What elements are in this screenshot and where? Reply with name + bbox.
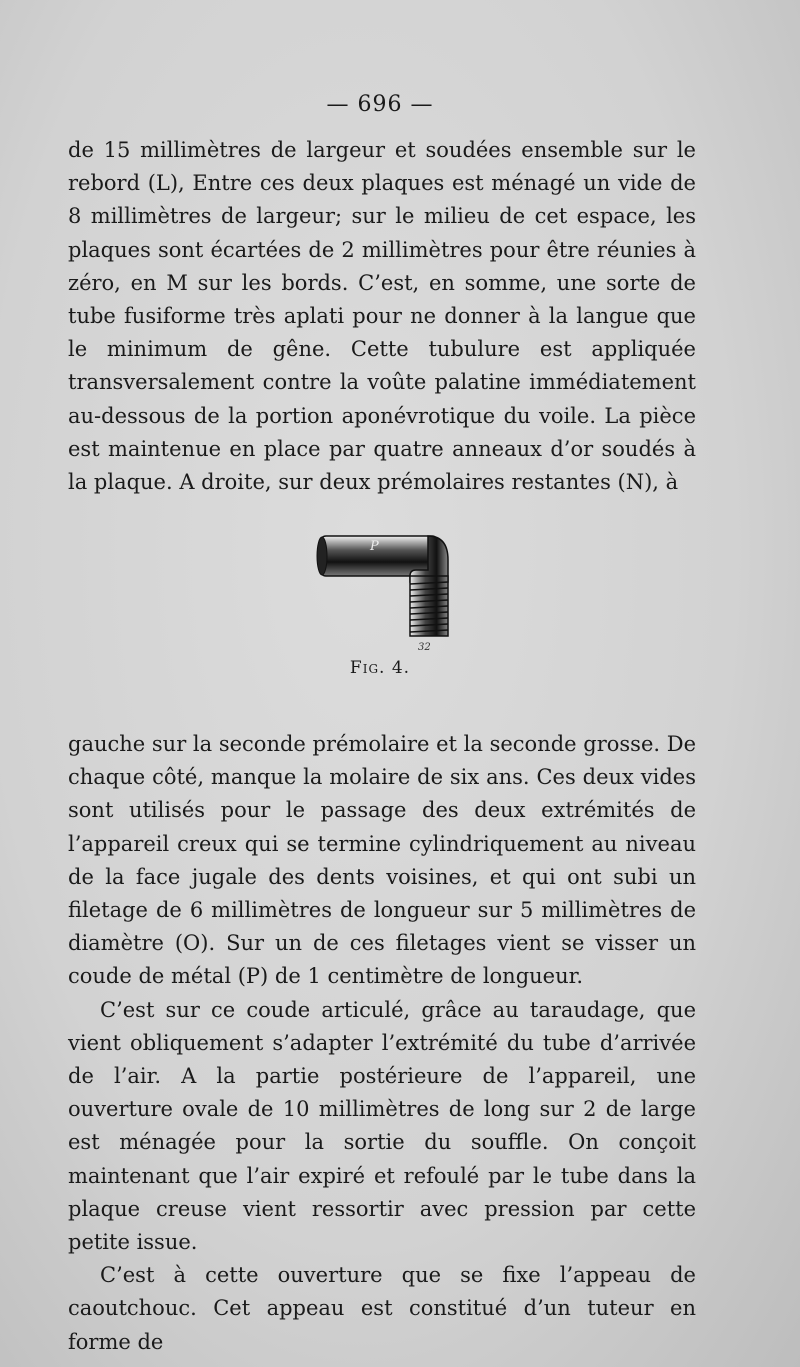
figure-caption-text: Fig. 4. (349, 658, 411, 678)
page-number: — 696 — (326, 92, 434, 117)
paragraph: C’est sur ce coude articulé, grâce au taraudage, que vient obliquement s’adapter l’extrémité du tube d’arrivée de l’air. A la partie postérieure de l’appareil, une ouverture ovale de 10 millimètres de long sur 2 de large est ménagée pour la sortie du souffle. On conçoit maintenant que l’air expiré et refoulé par le tube dans la plaque creuse vient ressortir avec pression par cette petite issue. (68, 997, 696, 1255)
figure-elbow-tube (300, 520, 500, 710)
paragraph: de 15 millimètres de largeur et soudées ensemble sur le rebord (L), Entre ces deux plaques est ménagé un vide de 8 millimètres de largeur; sur le milieu de cet espace, les plaques sont écartées de 2 millimètres pour être réunies à zéro, en M sur les bords. C’est, en somme, une sorte de tube fusiforme très aplati pour ne donner à la langue que le minimum de gêne. Cette tubulure est appliquée transversalement contre la voûte palatine immédiatement au-dessous de la portion aponévrotique du voile. La pièce est maintenue en place par quatre anneaux d’or soudés à la plaque. A droite, sur deux prémolaires restantes (N), à (68, 138, 696, 495)
figure-scale-label: 32 (418, 642, 431, 653)
figure-label-p: P (370, 539, 379, 554)
figure-caption (0, 658, 760, 678)
text-block-top (68, 134, 696, 499)
paragraph: gauche sur la seconde prémolaire et la seconde grosse. De chaque côté, manque la molaire de six ans. Ces deux vides sont utilisés pour le passage des deux extrémités de l’appareil creux qui se termine cylindriquement au niveau de la face jugale des dents voisines, et qui ont subi un filetage de 6 millimètres de longueur sur 5 millimètres de diamètre (O). Sur un de ces filetages vient se visser un coude de métal (P) de 1 centimètre de longueur. (68, 732, 696, 989)
text-block-bottom (68, 728, 696, 1359)
elbow-tube-illustration (300, 520, 500, 660)
paragraph: C’est à cette ouverture que se fixe l’appeau de caoutchouc. Cet appeau est constitué d’un tuteur en forme de (68, 1263, 696, 1354)
